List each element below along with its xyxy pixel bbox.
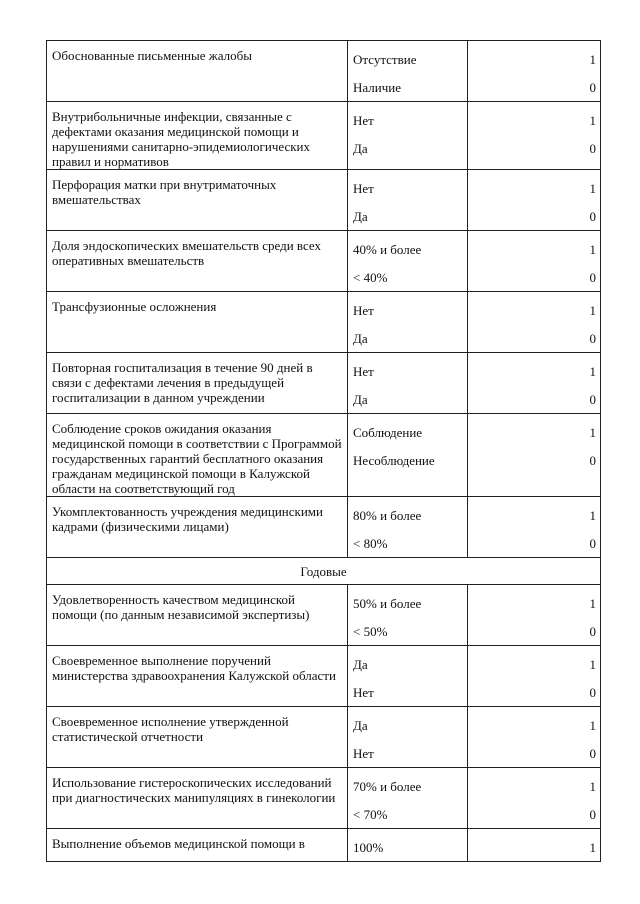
criterion-name: Обоснованные письменные жалобы xyxy=(52,48,252,63)
criterion-cell xyxy=(47,292,348,353)
criterion-name: Удовлетворенность качеством медицинской помощи (по данным независимой экспертизы) xyxy=(52,592,310,622)
score-value: 1 xyxy=(589,363,596,379)
criterion-cell xyxy=(47,646,348,707)
criterion-row xyxy=(47,646,601,707)
score-value: 1 xyxy=(589,424,596,440)
criterion-row xyxy=(47,829,601,862)
criterion-name: Внутрибольничные инфекции, связанные с дефектами оказания медицинской помощи и нарушениями санитарно-эпидемиологических правил и нормативов xyxy=(52,109,311,169)
criterion-name: Перфорация матки при внутриматочных вмешательствах xyxy=(52,177,277,207)
option-label: Отсутствие xyxy=(353,51,417,67)
option-label: < 70% xyxy=(353,806,388,822)
criterion-name: Трансфузионные осложнения xyxy=(52,299,217,314)
score-value: 1 xyxy=(589,656,596,672)
option-label: < 40% xyxy=(353,269,388,285)
score-value: 1 xyxy=(589,595,596,611)
criterion-name: Использование гистероскопических исследований при диагностических манипуляциях в гинекологии xyxy=(52,775,336,805)
criterion-cell xyxy=(47,41,348,102)
scores-cell xyxy=(468,102,601,170)
scores-cell xyxy=(468,768,601,829)
score-value: 1 xyxy=(589,112,596,128)
criterion-cell xyxy=(47,497,348,558)
criterion-row xyxy=(47,231,601,292)
option-label: < 50% xyxy=(353,623,388,639)
options-cell xyxy=(348,646,468,707)
options-cell xyxy=(348,353,468,414)
option-label: < 80% xyxy=(353,535,388,551)
option-label: Соблюдение xyxy=(353,424,423,440)
section-title: Годовые xyxy=(47,558,601,585)
score-value: 0 xyxy=(589,806,596,822)
criterion-row xyxy=(47,292,601,353)
score-value: 0 xyxy=(589,208,596,224)
options-cell xyxy=(348,170,468,231)
score-value: 0 xyxy=(589,391,596,407)
criterion-row xyxy=(47,585,601,646)
score-value: 0 xyxy=(589,623,596,639)
criterion-row xyxy=(47,353,601,414)
option-label: Да xyxy=(353,656,368,672)
score-value: 1 xyxy=(589,241,596,257)
criteria-table xyxy=(46,40,601,862)
criterion-cell xyxy=(47,585,348,646)
options-cell xyxy=(348,41,468,102)
options-cell xyxy=(348,497,468,558)
options-cell xyxy=(348,768,468,829)
scores-cell xyxy=(468,353,601,414)
score-value: 0 xyxy=(589,452,596,468)
criterion-cell xyxy=(47,353,348,414)
score-value: 1 xyxy=(589,717,596,733)
score-value: 0 xyxy=(589,745,596,761)
score-value: 0 xyxy=(589,79,596,95)
criterion-cell xyxy=(47,102,348,170)
criterion-name: Соблюдение сроков ожидания оказания медицинской помощи в соответствии с Программой государственных гарантий бесплатного оказания гражданам медицинской помощи в Калужской области на соответствующий год xyxy=(52,421,342,496)
score-value: 0 xyxy=(589,684,596,700)
criterion-row xyxy=(47,497,601,558)
score-value: 1 xyxy=(589,51,596,67)
criterion-name: Своевременное выполнение поручений министерства здравоохранения Калужской области xyxy=(52,653,336,683)
score-value: 1 xyxy=(589,778,596,794)
option-label: 50% и более xyxy=(353,595,422,611)
options-cell xyxy=(348,292,468,353)
options-cell xyxy=(348,585,468,646)
options-cell xyxy=(348,414,468,497)
scores-cell xyxy=(468,585,601,646)
criterion-cell xyxy=(47,170,348,231)
scores-cell xyxy=(468,41,601,102)
options-cell xyxy=(348,829,468,862)
scores-cell xyxy=(468,170,601,231)
scores-cell xyxy=(468,231,601,292)
score-value: 1 xyxy=(589,839,596,855)
option-label: Да xyxy=(353,391,368,407)
criterion-row xyxy=(47,768,601,829)
criterion-name: Укомплектованность учреждения медицинскими кадрами (физическими лицами) xyxy=(52,504,323,534)
option-label: 80% и более xyxy=(353,507,422,523)
score-value: 0 xyxy=(589,269,596,285)
score-value: 0 xyxy=(589,535,596,551)
criterion-name: Выполнение объемов медицинской помощи в xyxy=(52,836,305,851)
criterion-cell xyxy=(47,414,348,497)
criterion-cell xyxy=(47,707,348,768)
criterion-name: Повторная госпитализация в течение 90 дней в связи с дефектами лечения в предыдущей госпитализации в данном учреждении xyxy=(52,360,313,405)
criterion-name: Своевременное исполнение утвержденной статистической отчетности xyxy=(52,714,289,744)
scores-cell xyxy=(468,707,601,768)
option-label: Да xyxy=(353,330,368,346)
options-cell xyxy=(348,102,468,170)
scores-cell xyxy=(468,497,601,558)
scores-cell xyxy=(468,414,601,497)
scores-cell xyxy=(468,292,601,353)
score-value: 1 xyxy=(589,180,596,196)
criterion-row xyxy=(47,707,601,768)
option-label: Нет xyxy=(353,180,374,196)
options-cell xyxy=(348,707,468,768)
option-label: Да xyxy=(353,208,368,224)
option-label: Нет xyxy=(353,684,374,700)
option-label: 70% и более xyxy=(353,778,422,794)
score-value: 0 xyxy=(589,140,596,156)
criterion-row xyxy=(47,414,601,497)
scores-cell xyxy=(468,829,601,862)
option-label: Наличие xyxy=(353,79,401,95)
criterion-cell xyxy=(47,768,348,829)
score-value: 1 xyxy=(589,507,596,523)
score-value: 1 xyxy=(589,302,596,318)
option-label: Да xyxy=(353,717,368,733)
option-label: Нет xyxy=(353,745,374,761)
option-label: Несоблюдение xyxy=(353,452,435,468)
criterion-cell xyxy=(47,829,348,862)
options-cell xyxy=(348,231,468,292)
option-label: Нет xyxy=(353,302,374,318)
criteria-table-body xyxy=(47,41,601,862)
scores-cell xyxy=(468,646,601,707)
score-value: 0 xyxy=(589,330,596,346)
option-label: Да xyxy=(353,140,368,156)
section-row xyxy=(47,558,601,585)
option-label: 40% и более xyxy=(353,241,422,257)
criterion-name: Доля эндоскопических вмешательств среди всех оперативных вмешательств xyxy=(52,238,321,268)
option-label: Нет xyxy=(353,363,374,379)
criterion-cell xyxy=(47,231,348,292)
criterion-row xyxy=(47,170,601,231)
criterion-row xyxy=(47,41,601,102)
criterion-row xyxy=(47,102,601,170)
option-label: Нет xyxy=(353,112,374,128)
option-label: 100% xyxy=(353,839,384,855)
